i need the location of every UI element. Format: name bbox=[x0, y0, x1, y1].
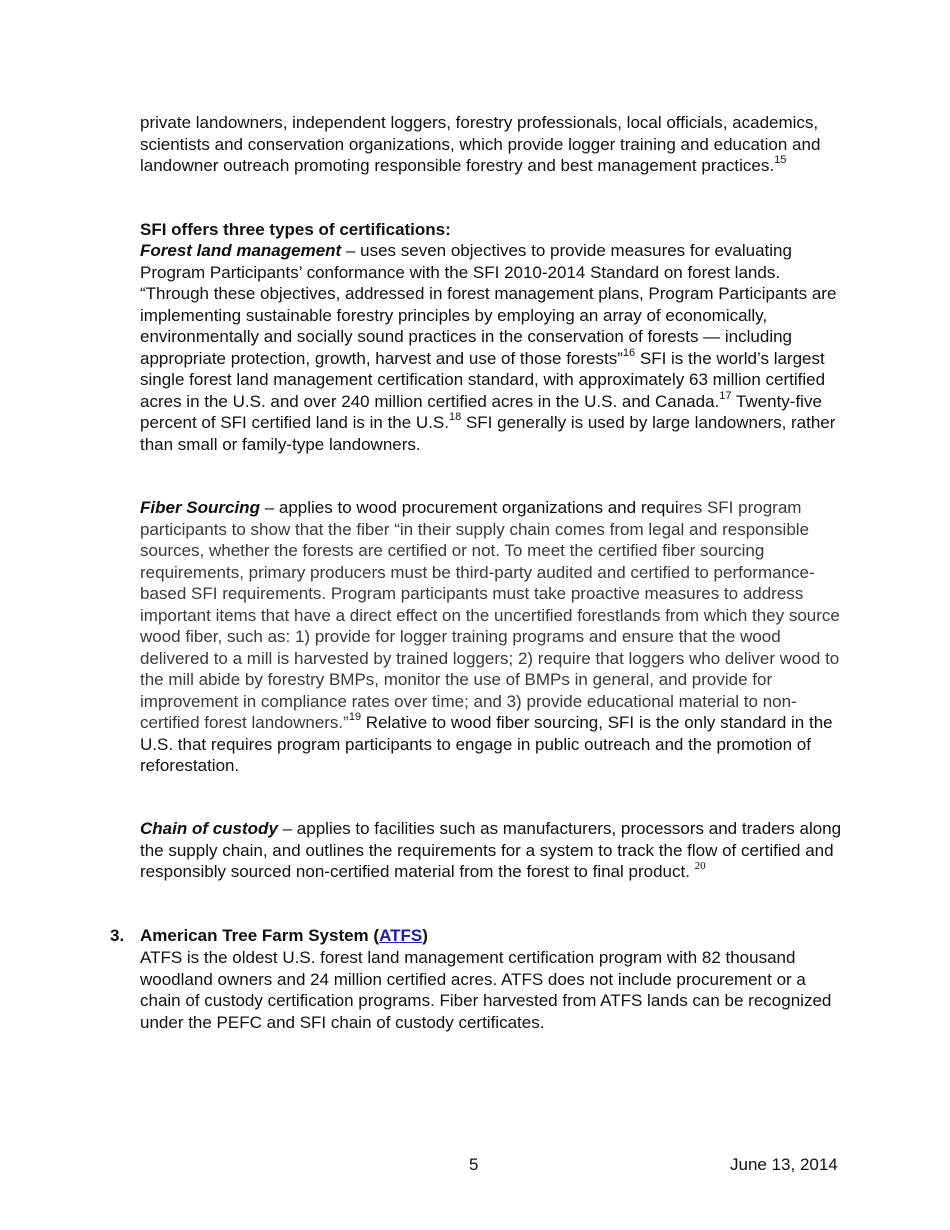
flm-text-3: Twenty-five percent of SFI certified land is in the U.S. bbox=[140, 391, 822, 432]
atfs-link[interactable]: ATFS bbox=[379, 926, 423, 945]
chain-of-custody-paragraph bbox=[140, 818, 846, 883]
atfs-paragraph: ATFS is the oldest U.S. forest land management certification program with 82 thousand woodland owners and 24 million certified acres. ATFS does not include procurement or a chain of custody certification programs. Fiber harvested from ATFS lands can be recognized under the PEFC and SFI chain of custody certificates. bbox=[140, 948, 832, 1032]
section-3-number: 3. bbox=[110, 926, 125, 945]
page-number: 5 bbox=[469, 1155, 479, 1174]
chain-of-custody-term: Chain of custody bbox=[140, 819, 278, 838]
fiber-text-1: – applies to wood procurement organizations and requi bbox=[259, 498, 679, 517]
intro-paragraph bbox=[140, 112, 846, 177]
coc-text: – applies to facilities such as manufacturers, processors and traders along the supply chain, and outlines the requirements for a system to track the flow of certified and responsibly sourced non-certified material from the forest to final product. bbox=[140, 819, 842, 881]
footnote-ref-18[interactable]: 18 bbox=[448, 411, 462, 424]
intro-text: private landowners, independent loggers, forestry professionals, local officials, academics, scientists and conservation organizations, which provide logger training and education and landowner outreach promoting responsible forestry and best management practices. bbox=[140, 113, 821, 175]
forest-land-management-term: Forest land management bbox=[140, 241, 342, 260]
footnote-ref-19[interactable]: 19 bbox=[348, 711, 362, 724]
flm-text-4: SFI generally is used by large landowners, rather than small or family-type landowners. bbox=[140, 413, 836, 454]
section-3-title-post: ) bbox=[422, 926, 428, 945]
fiber-sourcing-paragraph bbox=[140, 497, 846, 777]
flm-text-2: SFI is the world’s largest single forest land management certification standard, with approximately 63 million certified acres in the U.S. and over 240 million certified acres in the U.S. and Canada. bbox=[140, 348, 826, 411]
forest-land-management-paragraph bbox=[140, 240, 846, 455]
flm-text-1: – uses seven objectives to provide measures for evaluating Program Participants’ conformance with the SFI 2010-2014 Standard on forest lands. “Through these objectives, addressed in forest management plans, Program Participants are implementing sustainable forestry principles by employing an array of economically, environmentally and socially sound practices in the conservation of forests — including appropriate protection, growth, harvest and use of those forests” bbox=[140, 241, 837, 368]
footnote-ref-15[interactable]: 15 bbox=[774, 154, 787, 167]
footer-date: June 13, 2014 bbox=[730, 1155, 838, 1174]
footnote-ref-20[interactable]: 20 bbox=[694, 860, 706, 873]
fiber-sourcing-term: Fiber Sourcing bbox=[140, 498, 260, 517]
section-3-title-pre: American Tree Farm System ( bbox=[140, 926, 380, 945]
footnote-ref-17[interactable]: 17 bbox=[719, 389, 732, 402]
footnote-ref-16[interactable]: 16 bbox=[622, 346, 636, 359]
certifications-heading: SFI offers three types of certifications: bbox=[140, 220, 451, 239]
section-3-title bbox=[140, 925, 428, 947]
fiber-quote-text: res SFI program participants to show that the fiber “in their supply chain comes from legal and responsible sources, whether the forests are certified or not. To meet the certified fiber sourcing requirements, primary producers must be third-party audited and certified to performance-based SFI requirements. Program participants must take proactive measures to address important items that have a direct effect on the uncertified forestlands from which they source wood fiber, such as: 1) provide for logger training programs and ensure that the wood delivered to a mill is harvested by trained loggers; 2) require that loggers who deliver wood to the mill abide by forestry BMPs, monitor the use of BMPs in general, and provide for improvement in compliance rates over time; and 3) provide educational material to non-certified forest landowners.” bbox=[140, 498, 840, 732]
fiber-text-2: Relative to wood fiber sourcing, SFI is the only standard in the U.S. that requires program participants to engage in public outreach and the promotion of reforestation. bbox=[140, 713, 833, 775]
